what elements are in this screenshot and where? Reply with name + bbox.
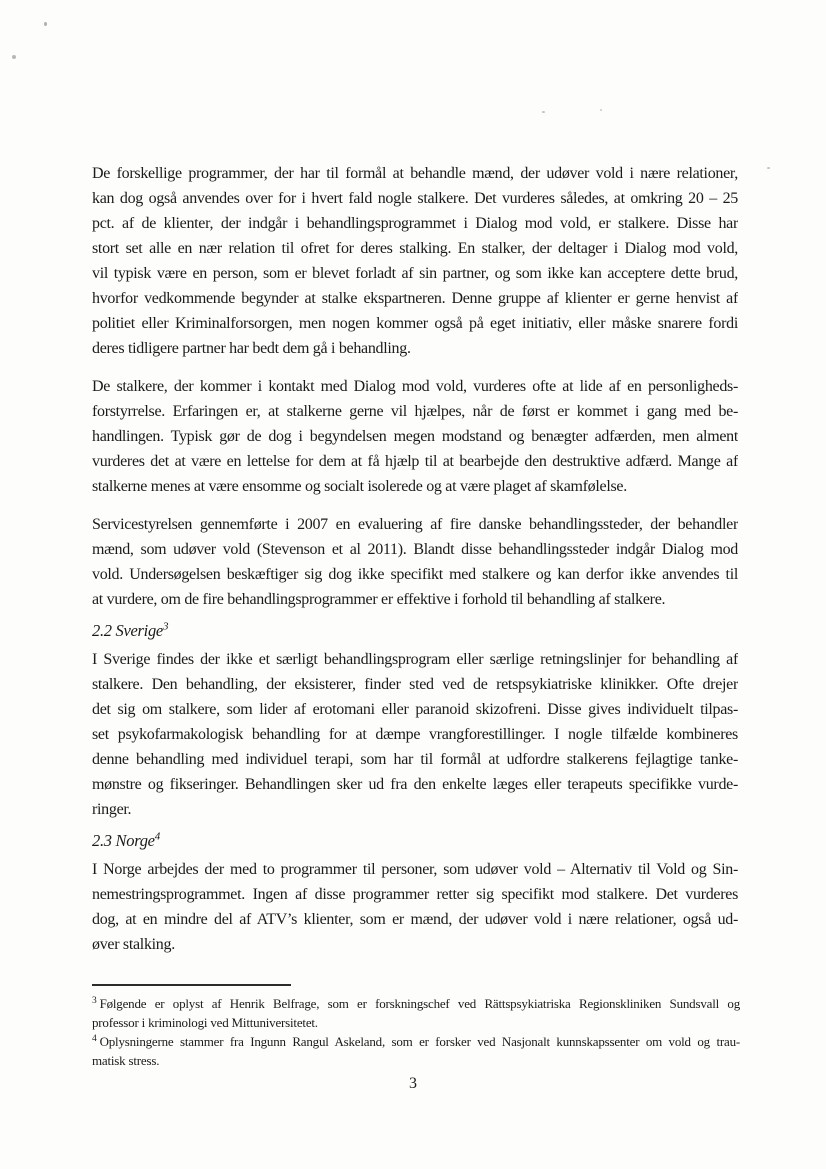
- section-heading-text: 2.3 Norge: [92, 831, 155, 850]
- footnote-line: $^3$ Følgende er oplyst af Henrik Belfrage, som er forskningschef ved Rättspsykiatriska Regionskliniken Sundsvall og: [92, 995, 740, 1011]
- scan-artifact: [542, 111, 545, 113]
- section-heading: [92, 827, 738, 855]
- text-line: dog, at en mindre del af ATV’s klienter, som er mænd, der udøver vold i nære relationer, også ud-: [92, 911, 738, 928]
- footnote-marker: 4: [92, 1033, 97, 1044]
- text-line: vurderes det at være en lettelse for dem at få hjælp til at bearbejde den destruktive adfærd. Mange af: [92, 453, 738, 470]
- footnote: [92, 994, 740, 1032]
- paragraph: [92, 161, 738, 361]
- text-line: stalkere. Den behandling, der eksisterer, finder sted ved de retspsykiatriske klinikker. Ofte drejer: [92, 676, 738, 693]
- scan-artifact: [600, 109, 602, 111]
- text-line: stalkerne menes at være ensomme og socialt isolerede og at være plaget af skamfølelse.: [92, 478, 627, 495]
- text-line: mænd, som udøver vold (Stevenson et al 2011). Blandt disse behandlingssteder indgår Dialog mod: [92, 541, 738, 558]
- scan-artifact: [767, 167, 770, 169]
- section-heading-text: 2.2 Sverige: [92, 621, 163, 640]
- text-line: I Norge arbejdes der med to programmer til personer, som udøver vold – Alternativ til Vold og Sin-: [92, 861, 738, 878]
- footnote-reference: 4: [154, 830, 160, 843]
- footnote-list: [92, 994, 740, 1070]
- text-line: forstyrrelse. Erfaringen er, at stalkerne gerne vil hjælpes, når de først er kommet i gang med be-: [92, 403, 738, 420]
- footnote-line: $^4$ Oplysningerne stammer fra Ingunn Rangul Askeland, som er forsker ved Nasjonalt kunnskapssenter om vold og trau-: [92, 1033, 740, 1049]
- text-line: øver stalking.: [92, 936, 175, 953]
- page-number: 3: [409, 1075, 417, 1092]
- text-line: pct. af de klienter, der indgår i behandlingsprogrammet i Dialog mod vold, er stalkere. Disse har: [92, 215, 738, 232]
- scan-artifact: [44, 22, 47, 26]
- text-line: I Sverige findes der ikke et særligt behandlingsprogram eller særlige retningslinjer for behandling af: [92, 651, 738, 668]
- text-line: vil typisk være en person, som er blevet forladt af sin partner, og som ikke kan acceptere dette brud,: [92, 265, 738, 282]
- paragraph: [92, 512, 738, 612]
- text-line: De forskellige programmer, der har til formål at behandle mænd, der udøver vold i nære relationer,: [92, 165, 738, 182]
- footnote: [92, 1032, 740, 1070]
- text-line: De stalkere, der kommer i kontakt med Dialog mod vold, vurderes ofte at lide af en personligheds-: [92, 378, 738, 395]
- text-line: kan dog også anvendes over for i hvert fald nogle stalkere. Det vurderes således, at omkring 20 – 25: [92, 190, 738, 207]
- footnote-reference: 3: [162, 620, 169, 633]
- document-content: [92, 161, 738, 957]
- text-line: handlingen. Typisk gør de dog i begyndelsen megen modstand og benægter adfærden, men alment: [92, 428, 738, 445]
- text-line: stort set alle en nær relation til ofret for deres stalking. En stalker, der deltager i Dialog mod vold,: [92, 240, 738, 257]
- text-line: deres tidligere partner har bedt dem gå i behandling.: [92, 340, 411, 357]
- footnote-line: professor i kriminologi ved Mittuniversitetet.: [92, 1015, 318, 1030]
- paragraph: [92, 374, 738, 499]
- text-line: det sig om stalkere, som lider af erotomani eller paranoid skizofreni. Disse gives individuelt tilpas-: [92, 701, 738, 718]
- text-line: mønstre og fikseringer. Behandlingen sker ud fra den enkelte læges eller terapeuts specifikke vurde-: [92, 776, 738, 793]
- text-line: Servicestyrelsen gennemførte i 2007 en evaluering af fire danske behandlingssteder, der behandler: [92, 516, 738, 533]
- paragraph: [92, 647, 738, 822]
- footnote-separator: [92, 984, 291, 986]
- text-line: ringer.: [92, 801, 132, 818]
- text-line: vold. Undersøgelsen beskæftiger sig dog ikke specifikt med stalkere og kan derfor ikke anvendes til: [92, 566, 738, 583]
- text-line: nemestringsprogrammet. Ingen af disse programmer retter sig specifikt mod stalkere. Det vurderes: [92, 886, 738, 903]
- text-line: denne behandling med individuel terapi, som har til formål at udfordre stalkerens fejlagtige tanke-: [92, 751, 738, 768]
- text-line: set psykofarmakologisk behandling for at dæmpe vrangforestillinger. I nogle tilfælde kombineres: [92, 726, 738, 743]
- footnote-marker: 3: [92, 995, 97, 1006]
- scan-artifact: [12, 55, 16, 59]
- text-line: at vurdere, om de fire behandlingsprogrammer er effektive i forhold til behandling af stalkere.: [92, 591, 666, 608]
- text-line: politiet eller Kriminalforsorgen, men nogen kommer også på eget initiativ, eller måske snarere fordi: [92, 315, 738, 332]
- section-heading: [92, 617, 738, 645]
- footnotes-section: [92, 984, 740, 1070]
- paragraph: [92, 857, 738, 957]
- text-line: hvorfor vedkommende begynder at stalke ekspartneren. Denne gruppe af klienter er gerne henvist af: [92, 290, 738, 307]
- footnote-line: matisk stress.: [92, 1053, 160, 1068]
